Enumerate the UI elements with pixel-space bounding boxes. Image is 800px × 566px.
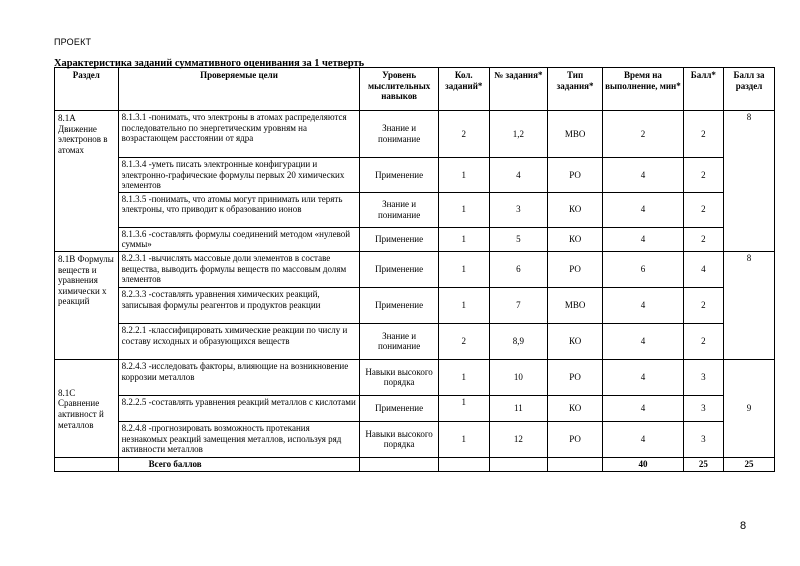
- table-row: [55, 287, 775, 323]
- time-cell: 4: [603, 323, 684, 359]
- table-header-row: [55, 68, 775, 111]
- count-cell: 2: [438, 111, 489, 158]
- type-cell: РО: [548, 421, 603, 457]
- table-row: [55, 421, 775, 457]
- section-score-cell: 8: [724, 251, 775, 359]
- level-cell: Применение: [360, 287, 438, 323]
- level-cell: Навыки высокого порядка: [360, 421, 438, 457]
- type-cell: МВО: [548, 111, 603, 158]
- total-empty-cell: [489, 457, 547, 471]
- table-row: [55, 158, 775, 193]
- level-cell: Применение: [360, 395, 438, 421]
- type-cell: РО: [548, 251, 603, 287]
- score-cell: 3: [683, 359, 723, 395]
- goal-cell: 8.1.3.5 -понимать, что атомы могут принимать или терять электроны, что приводит к образованию ионов: [118, 192, 360, 227]
- level-cell: Применение: [360, 251, 438, 287]
- score-cell: 2: [683, 192, 723, 227]
- type-cell: КО: [548, 227, 603, 251]
- level-cell: Знание и понимание: [360, 323, 438, 359]
- section-name: 8.1В Формулы веществ и уравнения химически х реакций: [55, 251, 119, 359]
- number-cell: 5: [489, 227, 547, 251]
- goal-cell: 8.2.4.8 -прогнозировать возможность протекания незнакомых реакций замещения металлов, используя ряд активности металлов: [118, 421, 360, 457]
- draft-label: ПРОЕКТ: [54, 37, 92, 47]
- level-cell: Навыки высокого порядка: [360, 359, 438, 395]
- score-cell: 4: [683, 251, 723, 287]
- level-cell: Знание и понимание: [360, 111, 438, 158]
- time-cell: 4: [603, 359, 684, 395]
- number-cell: 4: [489, 158, 547, 193]
- level-cell: Применение: [360, 158, 438, 193]
- total-score: 25: [683, 457, 723, 471]
- type-cell: КО: [548, 395, 603, 421]
- number-cell: 3: [489, 192, 547, 227]
- count-cell: 1: [438, 421, 489, 457]
- goal-cell: 8.1.3.4 -уметь писать электронные конфигурации и электронно-графические формулы первых 20 химических элементов: [118, 158, 360, 193]
- total-section-score: 25: [724, 457, 775, 471]
- table-row: [55, 251, 775, 287]
- time-cell: 4: [603, 158, 684, 193]
- count-cell: 1: [438, 251, 489, 287]
- type-cell: РО: [548, 359, 603, 395]
- score-cell: 3: [683, 395, 723, 421]
- count-cell: 2: [438, 323, 489, 359]
- time-cell: 4: [603, 192, 684, 227]
- header-goals: Проверяемые цели: [118, 68, 360, 111]
- assessment-table: [54, 67, 775, 472]
- total-row: [55, 457, 775, 471]
- section-score-cell: 9: [724, 359, 775, 457]
- table-row: [55, 323, 775, 359]
- count-cell: 1: [438, 158, 489, 193]
- goal-cell: 8.1.3.6 -составлять формулы соединений методом «нулевой суммы»: [118, 227, 360, 251]
- type-cell: РО: [548, 158, 603, 193]
- goal-cell: 8.2.2.1 -классифицировать химические реакции по числу и составу исходных и образующихся веществ: [118, 323, 360, 359]
- time-cell: 4: [603, 395, 684, 421]
- page-number: 8: [740, 520, 747, 532]
- goal-cell: 8.2.4.3 -исследовать факторы, влияющие на возникновение коррозии металлов: [118, 359, 360, 395]
- time-cell: 2: [603, 111, 684, 158]
- table-row: [55, 192, 775, 227]
- number-cell: 12: [489, 421, 547, 457]
- count-cell: 1: [438, 359, 489, 395]
- section-score-cell: 8: [724, 111, 775, 252]
- number-cell: 10: [489, 359, 547, 395]
- header-type: Тип задания*: [548, 68, 603, 111]
- total-label: Всего баллов: [118, 457, 360, 471]
- total-empty-cell: [360, 457, 438, 471]
- number-cell: 8,9: [489, 323, 547, 359]
- header-score: Балл*: [683, 68, 723, 111]
- header-section-score: Балл за раздел: [724, 68, 775, 111]
- count-cell: 1: [438, 192, 489, 227]
- time-cell: 4: [603, 227, 684, 251]
- score-cell: 2: [683, 287, 723, 323]
- count-cell: 1: [438, 227, 489, 251]
- header-section: Раздел: [55, 68, 119, 111]
- total-time: 40: [603, 457, 684, 471]
- goal-cell: 8.2.3.1 -вычислять массовые доли элементов в составе вещества, выводить формулы веществ по массовым долям элементов: [118, 251, 360, 287]
- number-cell: 1,2: [489, 111, 547, 158]
- header-time: Время на выполнение, мин*: [603, 68, 684, 111]
- section-name: 8.1С Сравнение активност й металлов: [55, 359, 119, 457]
- total-empty-cell: [438, 457, 489, 471]
- type-cell: МВО: [548, 287, 603, 323]
- count-cell: 1: [438, 287, 489, 323]
- header-number: № задания*: [489, 68, 547, 111]
- score-cell: 2: [683, 111, 723, 158]
- score-cell: 3: [683, 421, 723, 457]
- goal-cell: 8.1.3.1 -понимать, что электроны в атомах распределяются последовательно по энергетическим уровням на возрастающем расстоянии от ядра: [118, 111, 360, 158]
- type-cell: КО: [548, 192, 603, 227]
- table-row: [55, 227, 775, 251]
- time-cell: 4: [603, 287, 684, 323]
- header-count: Кол. заданий*: [438, 68, 489, 111]
- type-cell: КО: [548, 323, 603, 359]
- time-cell: 4: [603, 421, 684, 457]
- number-cell: 7: [489, 287, 547, 323]
- header-level: Уровень мыслительных навыков: [360, 68, 438, 111]
- time-cell: 6: [603, 251, 684, 287]
- section-name: 8.1А Движение электронов в атомах: [55, 111, 119, 252]
- document-title: Характеристика заданий суммативного оценивания за 1 четверть: [54, 58, 365, 69]
- goal-cell: 8.2.2.5 -составлять уравнения реакций металлов с кислотами: [118, 395, 360, 421]
- total-empty-cell: [548, 457, 603, 471]
- level-cell: Знание и понимание: [360, 192, 438, 227]
- level-cell: Применение: [360, 227, 438, 251]
- score-cell: 2: [683, 158, 723, 193]
- total-empty-cell: [55, 457, 119, 471]
- goal-cell: 8.2.3.3 -составлять уравнения химических реакций, записывая формулы реагентов и продуктов реакции: [118, 287, 360, 323]
- table-row: [55, 395, 775, 421]
- score-cell: 2: [683, 323, 723, 359]
- number-cell: 11: [489, 395, 547, 421]
- score-cell: 2: [683, 227, 723, 251]
- table-row: [55, 359, 775, 395]
- number-cell: 6: [489, 251, 547, 287]
- table-row: [55, 111, 775, 158]
- count-cell: 1: [438, 395, 489, 421]
